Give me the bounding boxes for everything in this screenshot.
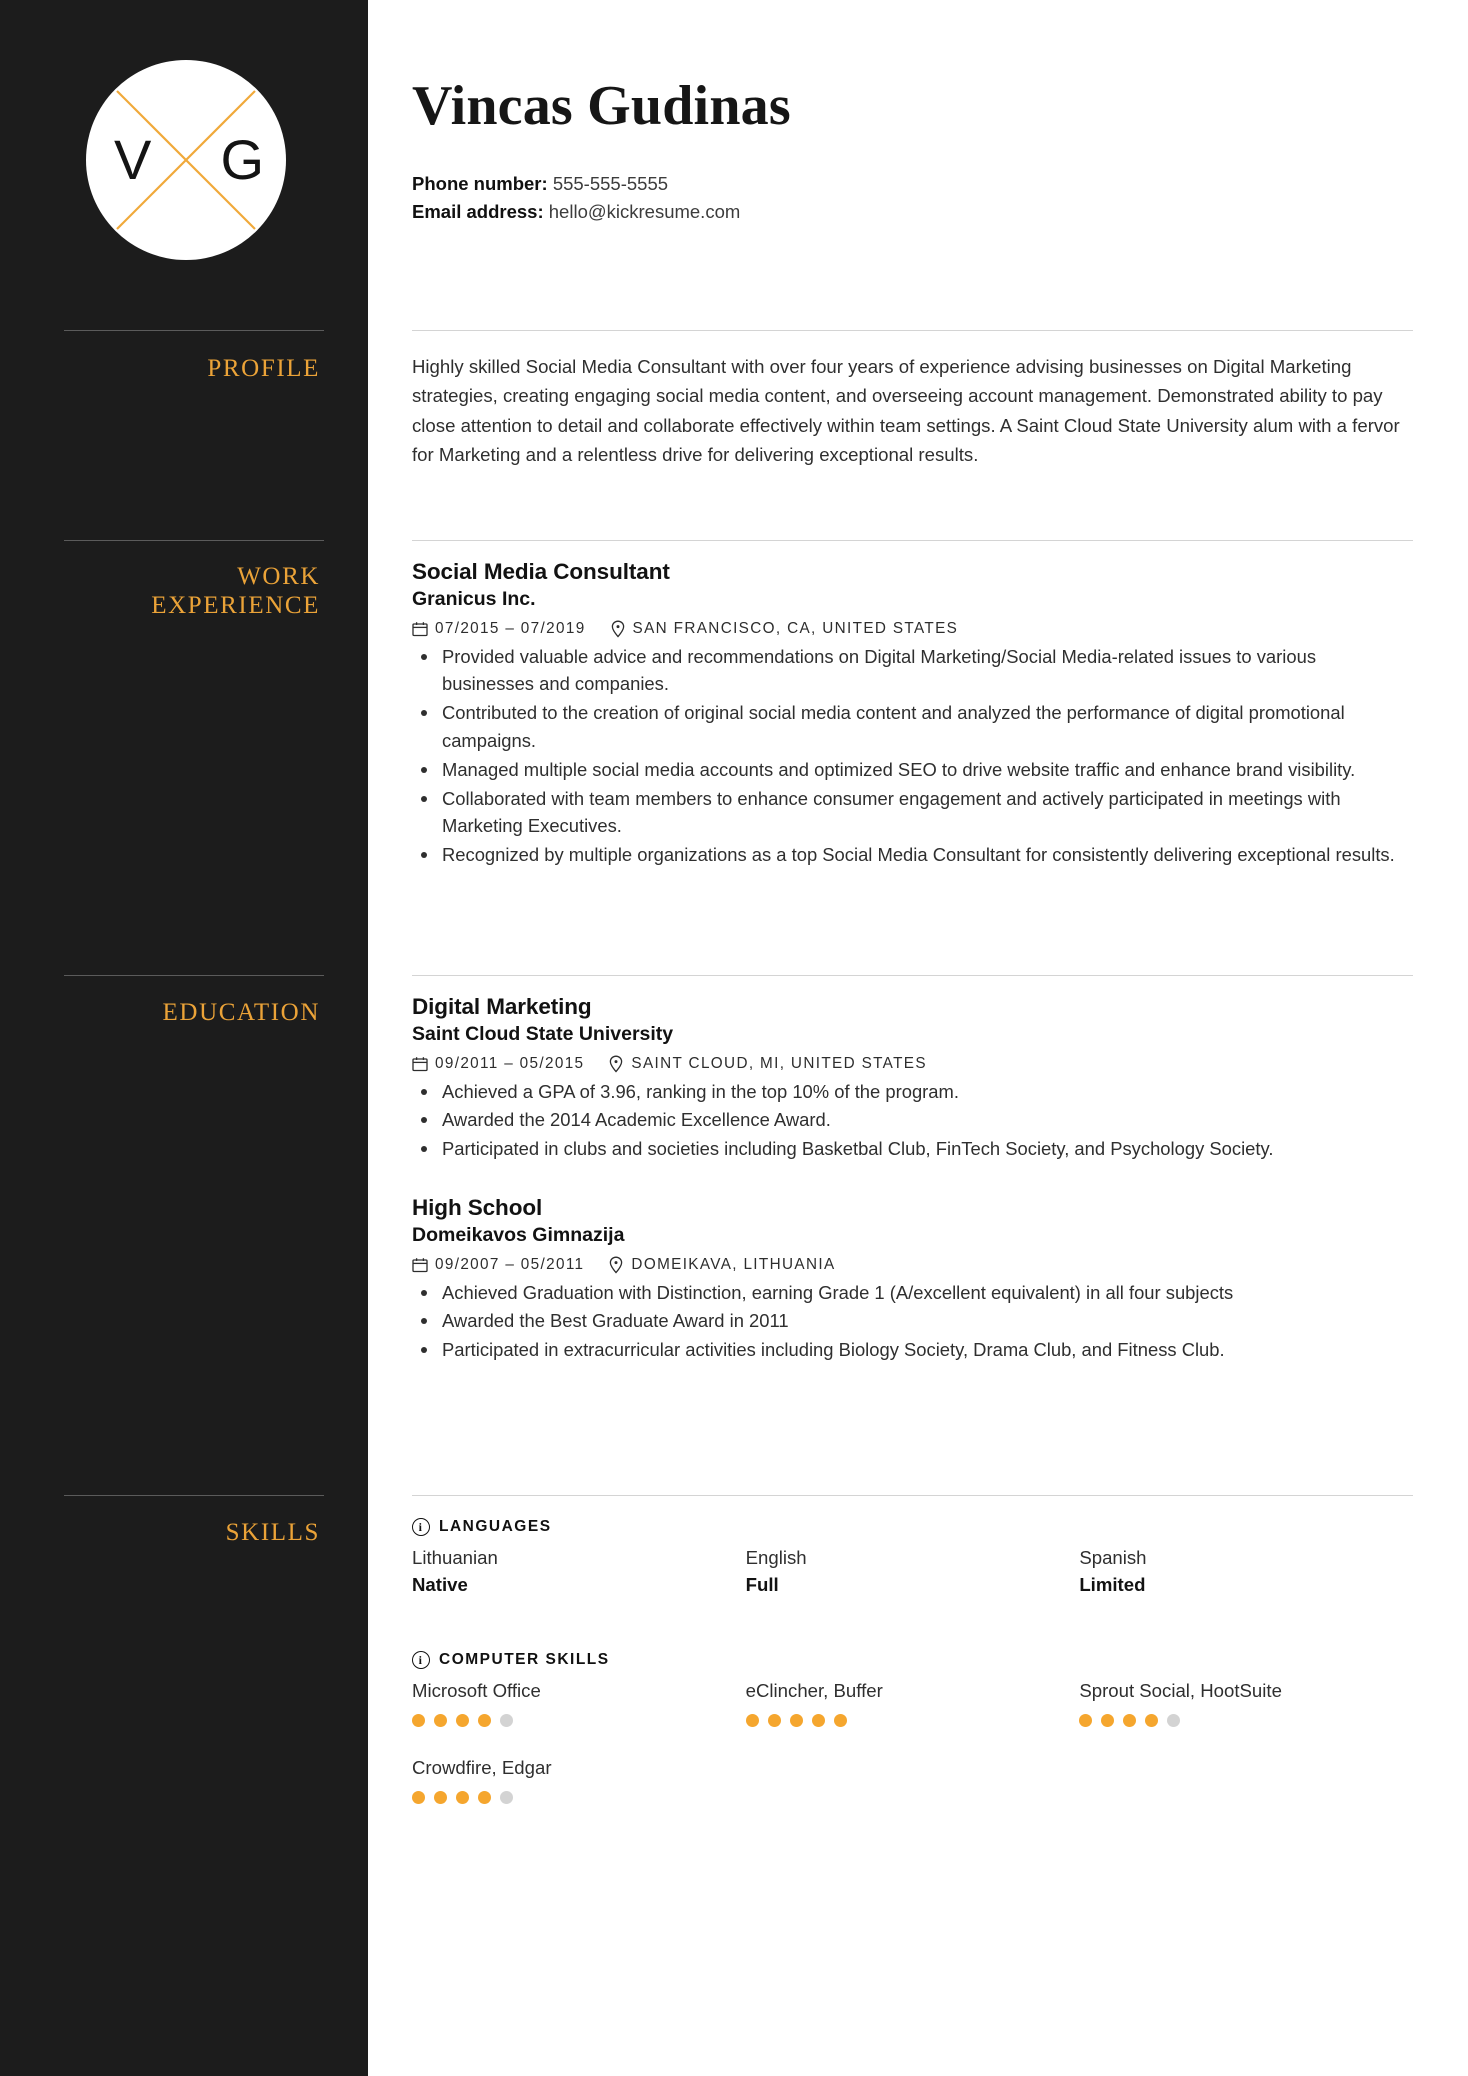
phone-label: Phone number: (412, 173, 548, 194)
section-work-experience (412, 557, 1413, 870)
education-school: Saint Cloud State University (412, 1023, 674, 1046)
contact-email-row (412, 198, 740, 226)
list-item: Participated in clubs and societies including Basketbal Club, FinTech Society, and Psychology Society. (412, 1135, 1413, 1163)
email-label: Email address: (412, 201, 544, 223)
skill-rating-dots (746, 1714, 1080, 1727)
sidebar-label-profile: PROFILE (207, 355, 320, 382)
rating-dot-filled (478, 1714, 491, 1727)
divider-education (412, 975, 1413, 976)
rating-dot-filled (434, 1791, 447, 1804)
skill-cell (412, 1678, 746, 1727)
education-meta (412, 1256, 1413, 1274)
sidebar-divider-education (64, 975, 324, 976)
skill-rating-dots (1079, 1714, 1413, 1727)
divider-profile (412, 330, 1413, 331)
contact-block (412, 170, 740, 226)
sidebar-label-education: EDUCATION (162, 999, 320, 1026)
work-meta (412, 620, 1413, 638)
contact-phone-row (412, 170, 740, 198)
section-profile (412, 352, 1413, 470)
education-entry (412, 992, 1413, 1163)
section-skills (412, 1518, 1413, 1832)
computer-skills-group (412, 1651, 1413, 1832)
education-degree: High School (412, 1194, 543, 1220)
education-dates: 09/2007 – 05/2011 (435, 1255, 585, 1273)
rating-dot-filled (434, 1714, 447, 1727)
language-name: English (745, 1547, 807, 1568)
sidebar-label-work-experience (151, 563, 320, 621)
education-dates: 09/2011 – 05/2015 (435, 1054, 585, 1072)
work-job-title: Social Media Consultant (412, 559, 670, 584)
rating-dot-empty (500, 1791, 513, 1804)
calendar-icon (412, 1257, 428, 1273)
list-item: Achieved a GPA of 3.96, ranking in the top 10% of the program. (412, 1078, 1413, 1106)
sidebar-divider-skills (64, 1495, 324, 1496)
education-bullet-list (412, 1279, 1413, 1364)
rating-dot-filled (1123, 1714, 1136, 1727)
skill-name: Microsoft Office (412, 1679, 541, 1701)
education-location: DOMEIKAVA, LITHUANIA (631, 1255, 836, 1273)
languages-heading-label: LANGUAGES (439, 1518, 552, 1535)
logo-circle (86, 60, 286, 260)
work-entry (412, 557, 1413, 869)
rating-dot-filled (412, 1791, 425, 1804)
languages-grid (412, 1545, 1413, 1599)
list-item: Recognized by multiple organizations as a top Social Media Consultant for consistently delivering exceptional results. (412, 841, 1413, 869)
education-bullet-list (412, 1078, 1413, 1163)
language-level: Native (412, 1573, 468, 1595)
list-item: Managed multiple social media accounts and optimized SEO to drive website traffic and enhance brand visibility. (412, 756, 1413, 784)
sidebar-label-work-line2: EXPERIENCE (151, 591, 320, 619)
list-item: Awarded the Best Graduate Award in 2011 (412, 1307, 1413, 1335)
rating-dot-filled (812, 1714, 825, 1727)
computer-skills-heading (412, 1651, 1413, 1669)
rating-dot-empty (500, 1714, 513, 1727)
rating-dot-filled (1101, 1714, 1114, 1727)
main-content (368, 0, 1468, 2076)
rating-dot-filled (746, 1714, 759, 1727)
work-bullet-list (412, 643, 1413, 869)
calendar-icon (412, 621, 428, 637)
education-meta (412, 1055, 1413, 1073)
work-company: Granicus Inc. (412, 588, 536, 611)
list-item: Collaborated with team members to enhance consumer engagement and actively participated in meetings with Marketing Executives. (412, 785, 1413, 841)
location-pin-icon (608, 1055, 624, 1073)
work-location: SAN FRANCISCO, CA, UNITED STATES (632, 619, 959, 637)
divider-skills (412, 1495, 1413, 1496)
computer-skills-grid (412, 1678, 1413, 1832)
logo-initial-first: V (114, 128, 152, 191)
language-level: Limited (1079, 1573, 1146, 1595)
languages-group (412, 1518, 1413, 1599)
list-item: Contributed to the creation of original social media content and analyzed the performance of digital promotional campaigns. (412, 699, 1413, 755)
location-pin-icon (608, 1256, 624, 1274)
rating-dot-empty (1167, 1714, 1180, 1727)
work-dates: 07/2015 – 07/2019 (435, 619, 586, 637)
rating-dot-filled (412, 1714, 425, 1727)
rating-dot-filled (456, 1791, 469, 1804)
language-name: Lithuanian (412, 1547, 498, 1568)
calendar-icon (412, 1056, 428, 1072)
skill-cell (412, 1755, 746, 1804)
computer-skills-heading-label: COMPUTER SKILLS (439, 1650, 610, 1668)
skill-name: Crowdfire, Edgar (412, 1756, 552, 1778)
list-item: Achieved Graduation with Distinction, earning Grade 1 (A/excellent equivalent) in all four subjects (412, 1279, 1413, 1307)
page-title: Vincas Gudinas (412, 75, 791, 137)
languages-heading (412, 1518, 1413, 1536)
list-item: Participated in extracurricular activities including Biology Society, Drama Club, and Fitness Club. (412, 1336, 1413, 1364)
rating-dot-filled (478, 1791, 491, 1804)
sidebar-divider-work (64, 540, 324, 541)
location-pin-icon (610, 620, 626, 638)
sidebar (0, 0, 368, 2076)
skill-name: eClincher, Buffer (745, 1679, 883, 1701)
skill-rating-dots (412, 1791, 746, 1804)
language-cell (1079, 1545, 1413, 1599)
skill-name: Sprout Social, HootSuite (1079, 1679, 1282, 1701)
section-education (412, 992, 1413, 1365)
language-cell (746, 1545, 1080, 1599)
rating-dot-filled (790, 1714, 803, 1727)
education-school: Domeikavos Gimnazija (412, 1224, 625, 1247)
email-value: hello@kickresume.com (548, 201, 741, 223)
skill-rating-dots (412, 1714, 746, 1727)
profile-summary: Highly skilled Social Media Consultant with over four years of experience advising businesses on Digital Marketing strategies, creating engaging social media content, and overseeing account management. Demonstrated ability to pay close attention to detail and collaborate effectively within team settings. A Saint Cloud State University alum with a fervor for Marketing and a relentless drive for delivering exceptional results. (412, 356, 1400, 466)
education-location: SAINT CLOUD, MI, UNITED STATES (631, 1054, 927, 1072)
list-item: Awarded the 2014 Academic Excellence Award. (412, 1106, 1413, 1134)
rating-dot-filled (834, 1714, 847, 1727)
sidebar-divider-profile (64, 330, 324, 331)
info-icon: i (412, 1651, 430, 1669)
info-icon: i (412, 1518, 430, 1536)
rating-dot-filled (768, 1714, 781, 1727)
education-entry (412, 1193, 1413, 1364)
list-item: Provided valuable advice and recommendations on Digital Marketing/Social Media-related issues to various businesses and companies. (412, 643, 1413, 699)
sidebar-label-skills: SKILLS (225, 1519, 320, 1546)
divider-work (412, 540, 1413, 541)
language-name: Spanish (1079, 1547, 1147, 1568)
sidebar-label-work-line1: WORK (237, 563, 320, 590)
language-cell (412, 1545, 746, 1599)
logo-initial-last: G (220, 128, 264, 191)
rating-dot-filled (1145, 1714, 1158, 1727)
rating-dot-filled (456, 1714, 469, 1727)
rating-dot-filled (1079, 1714, 1092, 1727)
language-level: Full (745, 1573, 779, 1595)
skill-cell (1079, 1678, 1413, 1727)
skill-cell (746, 1678, 1080, 1727)
education-degree: Digital Marketing (412, 994, 592, 1019)
logo (86, 60, 286, 260)
phone-value: 555-555-5555 (552, 173, 669, 194)
